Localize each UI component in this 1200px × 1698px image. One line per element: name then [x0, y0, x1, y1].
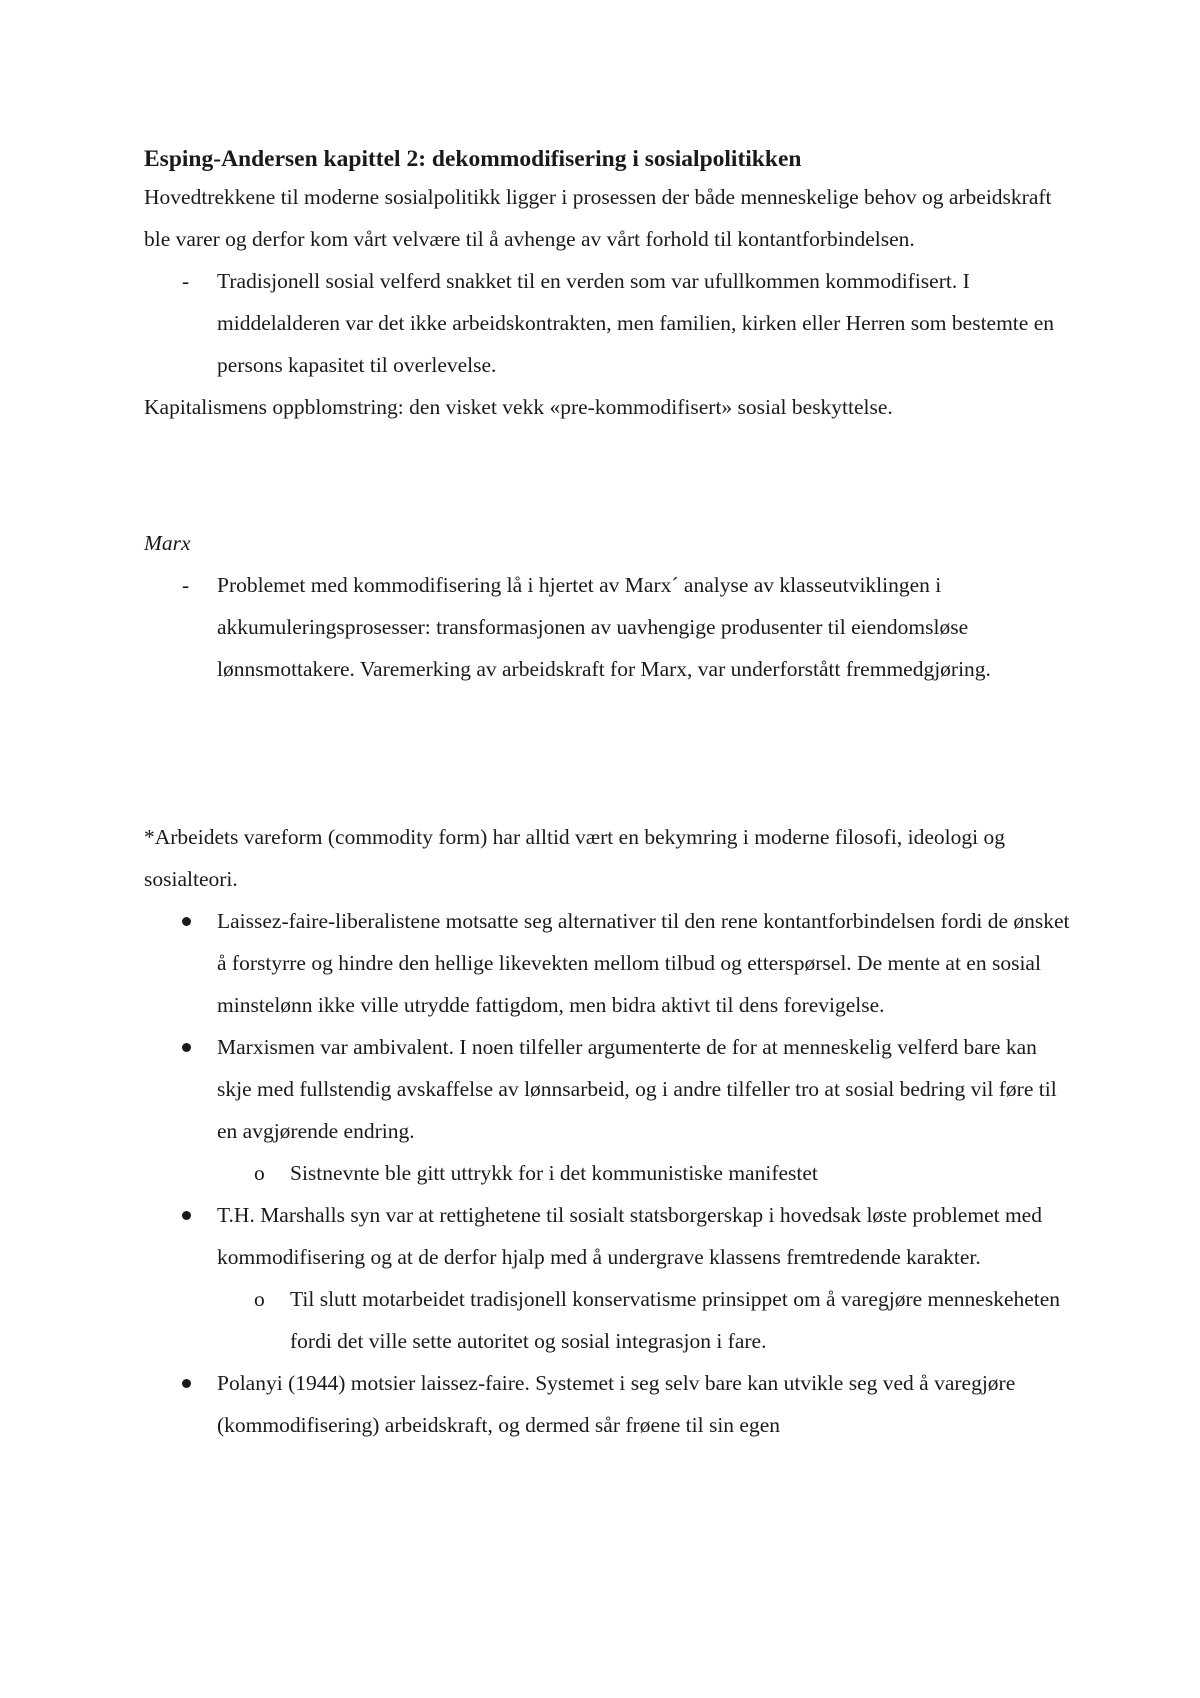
- sub-bullet-item: [144, 1278, 1074, 1362]
- document-heading: Esping-Andersen kapittel 2: dekommodifisering i sosialpolitikken: [144, 146, 802, 172]
- intro-paragraph: Hovedtrekkene til moderne sosialpolitikk ligger i prosessen der både menneskelige behov og arbeidskraft ble varer og derfor kom vårt velvære til å avhenge av vårt forhold til kontantforbindelsen.: [144, 185, 1052, 251]
- sub-bullet-marker: o: [254, 1161, 265, 1185]
- intro-closing: Kapitalismens oppblomstring: den visket vekk «pre-kommodifisert» sosial beskyttelse.: [144, 395, 893, 419]
- bullet-item: [144, 1194, 1074, 1278]
- commodity-paragraph: *Arbeidets vareform (commodity form) har alltid vært en bekymring i moderne filosofi, ideologi og sosialteori.: [144, 825, 1005, 891]
- bullet-text: T.H. Marshalls syn var at rettighetene til sosialt statsborgerskap i hovedsak løste problemet med kommodifisering og at de derfor hjalp med å undergrave klassens fremtredende karakter.: [217, 1203, 1042, 1269]
- bullet-dot-icon: [182, 1379, 191, 1388]
- dash-marker: -: [182, 269, 190, 293]
- bullet-text: Polanyi (1944) motsier laissez-faire. Systemet i seg selv bare kan utvikle seg ved å varegjøre (kommodifisering) arbeidskraft, og dermed sår frøene til sin egen: [217, 1371, 1016, 1437]
- dash-marker: -: [182, 573, 190, 597]
- sub-bullet-marker: o: [254, 1287, 265, 1311]
- bullet-dot-icon: [182, 917, 191, 926]
- commodity-section: [144, 816, 1074, 1446]
- marx-dash-item: [144, 564, 1074, 690]
- marx-dash-text: Problemet med kommodifisering lå i hjertet av Marx´ analyse av klasseutviklingen i akkumuleringsprosesser: transformasjonen av uavhengige produsenter til eiendomsløse lønnsmottakere. Varemerking av arbeidskraft for Marx, var underforstått fremmedgjøring.: [217, 573, 991, 681]
- intro-dash-item: [144, 260, 1074, 386]
- sub-bullet-text: Sistnevnte ble gitt uttrykk for i det kommunistiske manifestet: [290, 1161, 818, 1185]
- bullet-dot-icon: [182, 1211, 191, 1220]
- bullet-text: Marxismen var ambivalent. I noen tilfeller argumenterte de for at menneskelig velferd bare kan skje med fullstendig avskaffelse av lønnsarbeid, og i andre tilfeller tro at sosial bedring vil føre til en avgjørende endring.: [217, 1035, 1057, 1143]
- bullet-item: [144, 900, 1074, 1026]
- bullet-item: [144, 1362, 1074, 1446]
- bullet-text: Laissez-faire-liberalistene motsatte seg alternativer til den rene kontantforbindelsen fordi de ønsket å forstyrre og hindre den hellige likevekten mellom tilbud og etterspørsel. De mente at en sosial minstelønn ikke ville utrydde fattigdom, men bidra aktivt til dens forevigelse.: [217, 909, 1070, 1017]
- bullet-item: [144, 1026, 1074, 1152]
- marx-section: [144, 522, 1074, 690]
- intro-dash-text: Tradisjonell sosial velferd snakket til en verden som var ufullkommen kommodifisert. I middelalderen var det ikke arbeidskontrakten, men familien, kirken eller Herren som bestemte en persons kapasitet til overlevelse.: [217, 269, 1054, 377]
- sub-bullet-item: [144, 1152, 1074, 1194]
- marx-title: Marx: [144, 531, 191, 555]
- bullet-dot-icon: [182, 1043, 191, 1052]
- sub-bullet-text: Til slutt motarbeidet tradisjonell konservatisme prinsippet om å varegjøre menneskeheten fordi det ville sette autoritet og sosial integrasjon i fare.: [290, 1287, 1061, 1353]
- intro-section: [144, 176, 1074, 428]
